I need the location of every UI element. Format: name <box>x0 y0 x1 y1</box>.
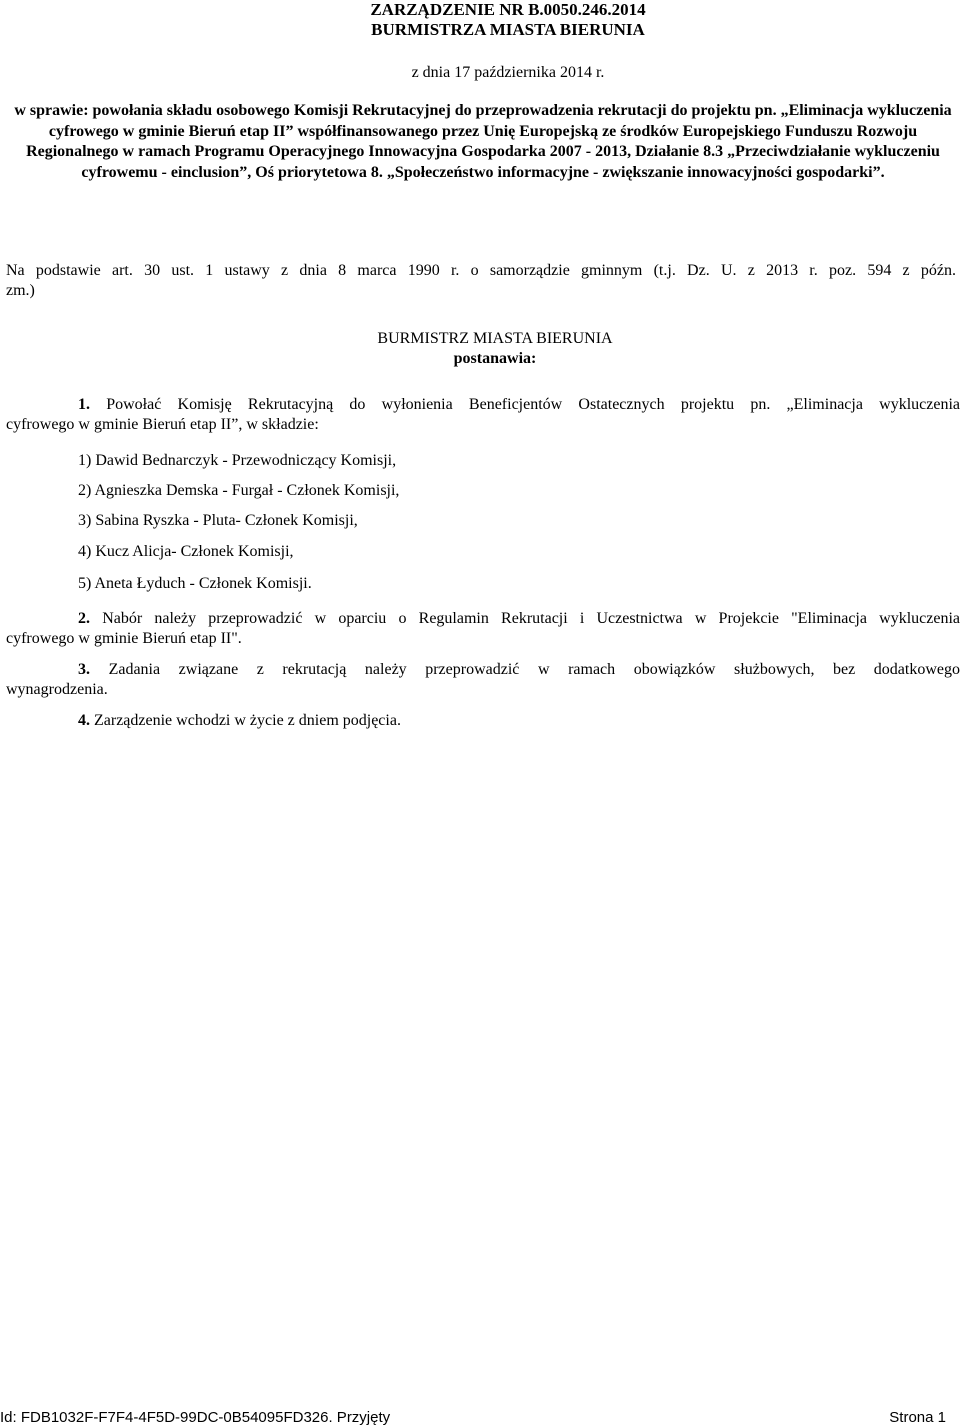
paragraph-number: 2. <box>78 610 90 627</box>
paragraph-first-line <box>6 711 960 731</box>
title-line-issuer: BURMISTRZA MIASTA BIERUNIA <box>371 20 645 39</box>
paragraph-text: Zadania związane z rekrutacją należy przeprowadzić w ramach obowiązków służbowych, bez dodatkowego <box>108 661 960 678</box>
paragraph-first-line <box>6 609 960 629</box>
member-item-2: 2) Agnieszka Demska - Furgał - Członek Komisji, <box>78 482 400 499</box>
member-item-3: 3) Sabina Ryszka - Pluta- Członek Komisji, <box>78 512 358 529</box>
member-item-4: 4) Kucz Alicja- Członek Komisji, <box>78 543 294 560</box>
paragraph-1 <box>6 395 960 435</box>
paragraph-text: Nabór należy przeprowadzić w oparciu o Regulamin Rekrutacji i Uczestnictwa w Projekcie "Eliminacja wykluczenia <box>102 610 960 627</box>
legal-basis-line-1: Na podstawie art. 30 ust. 1 ustawy z dnia 8 marca 1990 r. o samorządzie gminnym (t.j. Dz. U. z 2013 r. poz. 594 z późn. <box>6 262 956 279</box>
paragraph-number: 4. <box>78 712 90 729</box>
decision-heading <box>0 329 960 369</box>
member-item-5: 5) Aneta Łyduch - Członek Komisji. <box>78 575 312 592</box>
title-line-ordinance: ZARZĄDZENIE NR B.0050.246.2014 <box>370 0 646 19</box>
paragraph-4 <box>6 711 960 731</box>
paragraph-number: 1. <box>78 396 90 413</box>
decision-issuer: BURMISTRZ MIASTA BIERUNIA <box>377 330 613 347</box>
paragraph-continuation: cyfrowego w gminie Bieruń etap II”, w składzie: <box>6 416 319 433</box>
paragraph-2 <box>6 609 960 649</box>
page-footer <box>0 1408 946 1428</box>
legal-basis-line-2: zm.) <box>6 282 35 299</box>
document-date: z dnia 17 października 2014 r. <box>411 64 605 81</box>
member-item-1: 1) Dawid Bednarczyk - Przewodniczący Komisji, <box>78 452 397 469</box>
paragraph-first-line <box>6 395 960 415</box>
footer-page-number: Strona 1 <box>889 1409 946 1426</box>
paragraph-continuation: wynagrodzenia. <box>6 681 108 698</box>
paragraph-text: Zarządzenie wchodzi w życie z dniem podjęcia. <box>94 712 401 729</box>
decision-verb: postanawia: <box>453 350 537 367</box>
footer-document-id: Id: FDB1032F-F7F4-4F5D-99DC-0B54095FD326. Przyjęty <box>0 1409 391 1426</box>
paragraph-continuation: cyfrowego w gminie Bieruń etap II". <box>6 630 242 647</box>
paragraph-number: 3. <box>78 661 90 678</box>
paragraph-first-line <box>6 660 960 680</box>
document-subject: w sprawie: powołania składu osobowego Komisji Rekrutacyjnej do przeprowadzenia rekrutacji do projektu pn. „Eliminacja wykluczenia cyfrowego w gminie Bieruń etap II” współfinansowanego przez Unię Europejską ze środków Europejskiego Funduszu Rozwoju Regionalnego w ramach Programu Operacyjnego Innowacyjna Gospodarka 2007 - 2013, Działanie 8.3 „Przeciwdziałanie wykluczeniu cyfrowemu - einclusion”, Oś priorytetowa 8. „Społeczeństwo informacyjne - zwiększanie innowacyjności gospodarki”. <box>14 102 952 181</box>
paragraph-text: Powołać Komisję Rekrutacyjną do wyłonienia Beneficjentów Ostatecznych projektu pn. „Eliminacja wykluczenia <box>106 396 960 413</box>
paragraph-3 <box>6 660 960 700</box>
document-title <box>0 0 960 40</box>
